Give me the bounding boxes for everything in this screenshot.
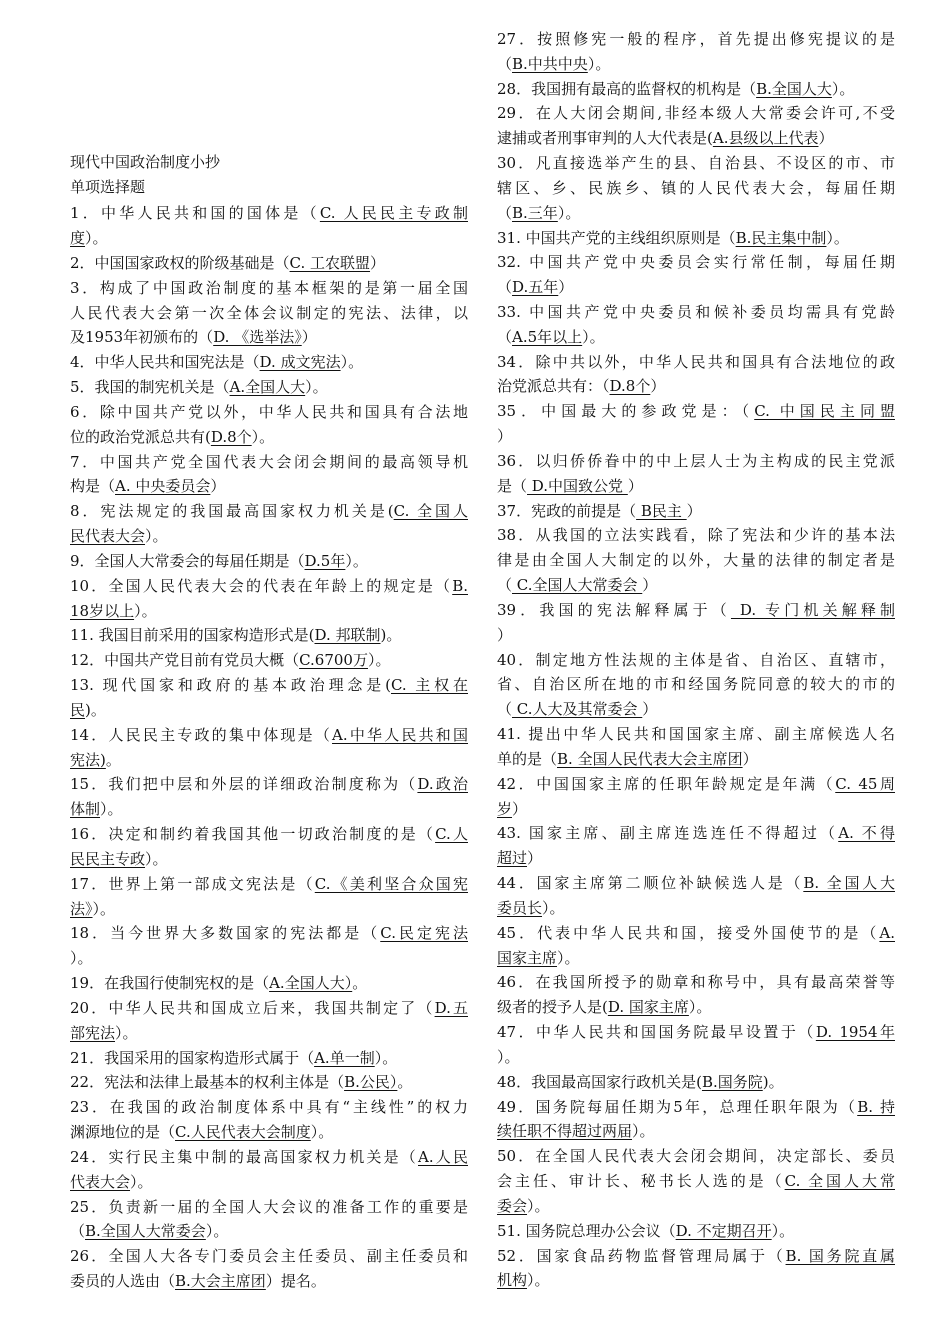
answer-text: D. 1954年 (815, 1023, 895, 1041)
answer-text: C. 人民民主专政制 (319, 204, 468, 222)
left-text-line (70, 574, 468, 598)
right-text-line (497, 101, 895, 125)
question-text: ）提名。 (265, 1272, 326, 1290)
question-text: 级者的授予人是( (497, 998, 608, 1016)
question-text: （ (497, 55, 513, 73)
left-text-line (70, 350, 468, 374)
right-text-line (497, 226, 895, 250)
question-text: ） (512, 800, 528, 818)
answer-text: 民 (70, 701, 86, 719)
right-text-line (497, 201, 895, 225)
answer-text: A.全国人大） (269, 974, 353, 992)
answer-text: D. 专门机关解释制 (730, 601, 895, 619)
question-text: 45．代表中华人民共和国，接受外国使节的是（ (497, 924, 880, 942)
question-text: 23．在我国的政治制度体系中具有“主线性”的权力 (70, 1098, 468, 1116)
answer-text: D.8个 (609, 377, 651, 395)
left-text-line (70, 971, 468, 995)
answer-text: C. 主权在 (390, 676, 468, 694)
question-text: 位的政治党派总共有( (70, 428, 211, 446)
question-text: 48．我国最高国家行政机关是( (497, 1073, 702, 1091)
answer-text: D.中国致公党 (527, 477, 628, 495)
left-text-line (70, 400, 468, 424)
right-text-line (497, 374, 895, 398)
question-text: 5．我国的制宪机关是（ (70, 378, 230, 396)
question-text: 33. 中国共产党中央委员和候补委员均需具有党龄 (497, 303, 895, 321)
answer-text: C. 工农联盟 (289, 254, 371, 272)
answer-text: C. 全国人 (393, 502, 468, 520)
question-text: 4．中华人民共和国宪法是（ (70, 353, 260, 371)
question-text: ）。 (771, 1222, 795, 1240)
question-text: 9．全国人大常委会的每届任期是（ (70, 552, 305, 570)
answer-text: D. 《选举法》 (213, 328, 302, 346)
right-text-line (497, 871, 895, 895)
question-text: ）。 (145, 527, 168, 545)
question-text: ）。 (497, 1048, 520, 1066)
right-text-line (497, 52, 895, 76)
right-text-line (497, 548, 895, 572)
question-text: 3．构成了中国政治制度的基本框架的是第一届全国 (70, 279, 468, 297)
question-text: 26．全国人大各专门委员会主任委员、副主任委员和 (70, 1247, 468, 1265)
question-text: （ (497, 278, 513, 296)
answer-text: B.全国人大 (756, 80, 832, 98)
right-text-line (497, 350, 895, 374)
answer-text: C.民定宪法 (380, 924, 468, 942)
answer-text: C.人大及其常委会 (512, 700, 643, 718)
answer-text: B.国务院 (701, 1073, 763, 1091)
question-text: ） (558, 278, 574, 296)
answer-text: A. (879, 924, 895, 942)
left-text-line (70, 175, 468, 199)
answer-text: C. 全国人大常 (784, 1172, 895, 1190)
question-text: 律是由全国人大制定的以外，大量的法律的制定者是 (497, 551, 895, 569)
left-text-line (70, 1046, 468, 1070)
answer-text: 宪法) (70, 751, 106, 769)
right-text-line (497, 1144, 895, 1168)
question-text: ） (527, 849, 543, 867)
answer-text: 度 (70, 229, 86, 247)
left-text-line (70, 1095, 468, 1119)
right-text-line (497, 399, 895, 423)
left-text-line (70, 872, 468, 896)
question-text: 19．在我国行使制宪权的是（ (70, 974, 270, 992)
question-text: ）。 (205, 1222, 229, 1240)
question-text: 构是（ (70, 477, 116, 495)
left-text-line (70, 1195, 468, 1219)
question-text: （ (497, 700, 513, 718)
answer-text: B.全国人大常委会 (85, 1222, 206, 1240)
left-text-line (70, 822, 468, 846)
left-text-line (70, 1120, 468, 1144)
question-text: 及1953年初颁布的（ (70, 328, 214, 346)
right-text-line (497, 747, 895, 771)
question-text: 28．我国拥有最高的监督权的机构是（ (497, 80, 757, 98)
left-text-line (70, 1145, 468, 1169)
answer-text: 超过 (497, 849, 528, 867)
question-text: 42．中国国家主席的任职年龄规定是年满（ (497, 775, 836, 793)
left-text-line (70, 150, 468, 174)
answer-text: B. 国务院直属 (785, 1247, 895, 1265)
answer-text: 委员长 (497, 899, 543, 917)
answer-text: C. 中国民主同盟 (754, 402, 895, 420)
right-text-line (497, 1070, 895, 1094)
answer-text: A.5年以上 (512, 328, 583, 346)
left-text-line (70, 1021, 468, 1045)
right-text-line (497, 623, 895, 647)
question-text: 会主任、审计长、秘书长人选的是（ (497, 1172, 785, 1190)
question-text: 51. 国务院总理办公会议（ (497, 1222, 676, 1240)
left-text-line (70, 226, 468, 250)
right-text-line (497, 275, 895, 299)
question-text: ）。 (557, 949, 580, 967)
question-text: ）。 (310, 1123, 334, 1141)
question-text: 38．从我国的立法实践看，除了宪法和少许的基本法 (497, 526, 895, 544)
question-text: 委员的人选由（ (70, 1272, 176, 1290)
left-text-line (70, 748, 468, 772)
answer-text: B. 全国人大 (803, 874, 895, 892)
right-text-line (497, 821, 895, 845)
question-text: 40．制定地方性法规的主体是省、自治区、直辖市， (497, 651, 895, 669)
left-text-line (70, 623, 468, 647)
question-text: ）。 (92, 900, 116, 918)
right-text-line (497, 995, 895, 1019)
question-text: ） (497, 427, 513, 445)
left-text-line (70, 251, 468, 275)
left-text-line (70, 946, 468, 970)
question-text: （ (70, 1222, 86, 1240)
question-text: 渊源地位的是（ (70, 1123, 176, 1141)
question-text: 16．决定和制约着我国其他一切政治制度的是（ (70, 825, 436, 843)
right-text-line (497, 772, 895, 796)
question-text: ） (742, 750, 758, 768)
right-text-line (497, 672, 895, 696)
question-text: 24．实行民主集中制的最高国家权力机关是（ (70, 1148, 418, 1166)
question-text: ）。 (345, 552, 368, 570)
question-text: （ (497, 328, 513, 346)
answer-text: A. 不得 (838, 824, 895, 842)
left-text-line (70, 1170, 468, 1194)
right-text-line (497, 1169, 895, 1193)
question-text: ）。 (70, 949, 93, 967)
right-text-line (497, 424, 895, 448)
answer-text: C.6700万 (299, 651, 368, 669)
question-text: （ (497, 204, 513, 222)
question-text: （ (497, 576, 513, 594)
question-text: ）。 (632, 1122, 655, 1140)
answer-text: 法》 (70, 900, 93, 918)
left-text-line (70, 1269, 468, 1293)
question-text: ）。 (542, 899, 565, 917)
question-text: ） (301, 328, 317, 346)
right-text-line (497, 474, 895, 498)
question-text: 41. 提出中华人民共和国国家主席、副主席候选人名 (497, 725, 895, 743)
question-text: 。 (105, 751, 121, 769)
answer-text: C.全国人大常委会 (512, 576, 643, 594)
question-text: ）。 (826, 229, 849, 247)
question-text: 20．中华人民共和国成立后来，我国共制定了（ (70, 999, 435, 1017)
answer-text: B. (452, 577, 468, 595)
question-text: 30．凡直接选举产生的县、自治县、不设区的市、市 (497, 154, 895, 172)
question-text: ） (650, 377, 666, 395)
question-text: ）。 (831, 80, 855, 98)
left-text-line (70, 425, 468, 449)
left-text-line (70, 847, 468, 871)
question-text: ）。 (688, 998, 712, 1016)
left-text-line (70, 276, 468, 300)
answer-text: D.五 (434, 999, 468, 1017)
left-text-line (70, 301, 468, 325)
question-text: ）。 (305, 378, 328, 396)
question-text: 36．以归侨侨眷中的中上层人士为主构成的民主党派 (497, 452, 895, 470)
question-text: ） (497, 626, 513, 644)
right-text-line (497, 1119, 895, 1143)
right-text-line (497, 846, 895, 870)
left-text-line (70, 599, 468, 623)
question-text: ）。 (340, 353, 364, 371)
answer-text: A.全国人大 (229, 378, 306, 396)
question-text: ）。 (527, 1197, 550, 1215)
question-text: 44．国家主席第二顺位补缺候选人是（ (497, 874, 804, 892)
question-text: ） (627, 477, 643, 495)
question-text: 31. 中国共产党的主线组织原则是（ (497, 229, 736, 247)
answer-text: 民民主专政 (70, 850, 146, 868)
left-text-line (70, 1244, 468, 1268)
right-text-line (497, 946, 895, 970)
question-text: 人民代表大会第一次全体会议制定的宪法、法律，以 (70, 304, 468, 322)
answer-text: D.五年 (512, 278, 559, 296)
question-text: ）。 (527, 1271, 550, 1289)
left-text-line (70, 549, 468, 573)
left-text-line (70, 648, 468, 672)
question-text: ）。 (100, 800, 123, 818)
question-text: 辖区、乡、民族乡、镇的人民代表大会，每届任期 (497, 179, 895, 197)
answer-text: 18岁以上 (70, 602, 135, 620)
left-text-line (70, 201, 468, 225)
question-text: 49．国务院每届任期为5年，总理任职年限为（ (497, 1098, 858, 1116)
answer-text: A.人民 (418, 1148, 468, 1166)
question-text: 。 (352, 974, 368, 992)
question-text: 逮捕或者刑事审判的人大代表是( (497, 129, 713, 147)
right-text-line (497, 896, 895, 920)
answer-text: D. 国家主席 (607, 998, 689, 1016)
left-text-line (70, 1070, 468, 1094)
answer-text: 部宪法 (70, 1024, 116, 1042)
right-text-line (497, 523, 895, 547)
question-text: ）。 (587, 55, 611, 73)
answer-text: A. 中央委员会 (115, 477, 211, 495)
right-text-line (497, 598, 895, 622)
question-text: ） (818, 129, 834, 147)
question-text: 25．负责新一届的全国人大会议的准备工作的重要是 (70, 1198, 468, 1216)
left-text-line (70, 673, 468, 697)
question-text: 47．中华人民共和国国务院最早设置于（ (497, 1023, 816, 1041)
left-text-line (70, 325, 468, 349)
right-text-line (497, 499, 895, 523)
question-text: ） (642, 576, 658, 594)
question-text: 32. 中国共产党中央委员会实行常任制，每届任期 (497, 253, 895, 271)
answer-text: A.中华人民共和国 (332, 726, 468, 744)
right-text-line (497, 1268, 895, 1292)
question-text: )。 (380, 626, 402, 644)
question-text: 34．除中共以外，中华人民共和国具有合法地位的政 (497, 353, 895, 371)
question-text: ）。 (145, 850, 168, 868)
left-text-line (70, 474, 468, 498)
answer-text: D. 成文宪法 (259, 353, 341, 371)
question-text: ） (210, 477, 226, 495)
left-text-line (70, 921, 468, 945)
answer-text: C.人民代表大会制度 (175, 1123, 311, 1141)
question-text: ）。 (130, 1173, 153, 1191)
left-text-line (70, 996, 468, 1020)
answer-text: B.中共中央 (512, 55, 588, 73)
right-text-line (497, 1020, 895, 1044)
left-text-line (70, 797, 468, 821)
answer-text: 续任职不得超过两届 (497, 1122, 633, 1140)
right-text-line (497, 1045, 895, 1069)
question-text: 单项选择题 (70, 178, 146, 196)
right-text-line (497, 1219, 895, 1243)
question-text: 43. 国家主席、副主席连选连任不得超过（ (497, 824, 839, 842)
question-text: 37．宪政的前提是（ (497, 502, 637, 520)
answer-text: C.《美利坚合众国宪 (314, 875, 468, 893)
right-text-line (497, 250, 895, 274)
question-text: ）。 (134, 602, 157, 620)
left-text-line (70, 450, 468, 474)
question-text: 29．在人大闭会期间,非经本级人大常委会许可,不受 (497, 104, 895, 122)
question-text: 52．国家食品药物监督管理局属于（ (497, 1247, 786, 1265)
question-text: ）。 (582, 328, 605, 346)
right-text-line (497, 722, 895, 746)
right-text-line (497, 573, 895, 597)
question-text: 6．除中国共产党以外，中华人民共和国具有合法地 (70, 403, 468, 421)
question-text: 8．宪法规定的我国最高国家权力机关是( (70, 502, 394, 520)
answer-text: B民主 (636, 502, 687, 520)
right-text-line (497, 449, 895, 473)
question-text: ）。 (115, 1024, 138, 1042)
question-text: 46．在我国所授予的勋章和称号中，具有最高荣誉等 (497, 973, 895, 991)
question-text: 10．全国人民代表大会的代表在年龄上的规定是（ (70, 577, 453, 595)
right-text-line (497, 797, 895, 821)
answer-text: 机构 (497, 1271, 528, 1289)
question-text: 单的是（ (497, 750, 558, 768)
left-text-line (70, 524, 468, 548)
question-text: 14．人民民主专政的集中体现是（ (70, 726, 333, 744)
right-text-line (497, 151, 895, 175)
question-text: ）。 (251, 428, 275, 446)
answer-text: B.公民） (344, 1073, 398, 1091)
left-text-line (70, 1219, 468, 1243)
question-text: )。 (762, 1073, 784, 1091)
question-text: 50．在全国人民代表大会闭会期间，决定部长、委员 (497, 1147, 895, 1165)
question-text: 12．中国共产党目前有党员大概（ (70, 651, 300, 669)
question-text: 39．我国的宪法解释属于（ (497, 601, 731, 619)
answer-text: A.县级以上代表 (712, 129, 819, 147)
question-text: 现代中国政治制度小抄 (70, 153, 221, 171)
question-text: 17．世界上第一部成文宪法是（ (70, 875, 315, 893)
answer-text: D. 不定期召开 (675, 1222, 772, 1240)
right-text-line (497, 1244, 895, 1268)
question-text: ） (642, 700, 658, 718)
question-text: 2．中国国家政权的阶级基础是（ (70, 254, 290, 272)
question-text: ）。 (367, 651, 391, 669)
right-text-line (497, 126, 895, 150)
question-text: 15．我们把中层和外层的详细政治制度称为（ (70, 775, 418, 793)
answer-text: 民代表大会 (70, 527, 146, 545)
answer-text: 代表大会 (70, 1173, 131, 1191)
question-text: 省、自治区所在地的市和经国务院同意的较大的市的 (497, 675, 895, 693)
right-text-line (497, 697, 895, 721)
answer-text: 体制 (70, 800, 101, 818)
question-text: 22．宪法和法律上最基本的权利主体是（ (70, 1073, 345, 1091)
question-text: 27．按照修宪一般的程序，首先提出修宪提议的是 (497, 30, 895, 48)
right-text-line (497, 1194, 895, 1218)
left-text-line (70, 499, 468, 523)
answer-text: C. 45周 (835, 775, 895, 793)
left-text-line (70, 723, 468, 747)
answer-text: 岁 (497, 800, 513, 818)
right-text-line (497, 300, 895, 324)
question-text: ）。 (85, 229, 108, 247)
question-text: 35．中国最大的参政党是：（ (497, 402, 755, 420)
question-text: 是（ (497, 477, 528, 495)
right-text-line (497, 648, 895, 672)
answer-text: D. 邦联制 (314, 626, 381, 644)
left-text-line (70, 375, 468, 399)
answer-text: D.5年 (304, 552, 346, 570)
answer-text: B.大会主席团 (175, 1272, 266, 1290)
answer-text: B. 持 (857, 1098, 895, 1116)
question-text: ）。 (374, 1049, 398, 1067)
answer-text: B.三年 (512, 204, 558, 222)
left-text-line (70, 897, 468, 921)
answer-text: A.单一制 (314, 1049, 375, 1067)
question-text: 7．中国共产党全国代表大会闭会期间的最高领导机 (70, 453, 468, 471)
question-text: )。 (85, 701, 106, 719)
right-text-line (497, 970, 895, 994)
question-text: 1．中华人民共和国的国体是（ (70, 204, 320, 222)
answer-text: C.人 (435, 825, 468, 843)
answer-text: 国家主席 (497, 949, 558, 967)
question-text: ） (686, 502, 702, 520)
left-text-line (70, 772, 468, 796)
question-text: ）。 (557, 204, 581, 222)
question-text: 。 (397, 1073, 413, 1091)
answer-text: B.民主集中制 (735, 229, 827, 247)
right-text-line (497, 325, 895, 349)
right-text-line (497, 77, 895, 101)
answer-text: B. 全国人民代表大会主席团 (557, 750, 743, 768)
question-text: 治党派总共有：（ (497, 377, 610, 395)
question-text: 18．当今世界大多数国家的宪法都是（ (70, 924, 381, 942)
left-text-line (70, 698, 468, 722)
question-text: 11. 我国目前采用的国家构造形式是( (70, 626, 315, 644)
right-text-line (497, 1095, 895, 1119)
answer-text: D.政治 (417, 775, 468, 793)
right-text-line (497, 27, 895, 51)
question-text: ） (370, 254, 386, 272)
answer-text: D.8个 (210, 428, 252, 446)
answer-text: 委会 (497, 1197, 528, 1215)
right-text-line (497, 176, 895, 200)
question-text: 21．我国采用的国家构造形式属于（ (70, 1049, 315, 1067)
question-text: 13. 现代国家和政府的基本政治理念是( (70, 676, 391, 694)
right-text-line (497, 921, 895, 945)
